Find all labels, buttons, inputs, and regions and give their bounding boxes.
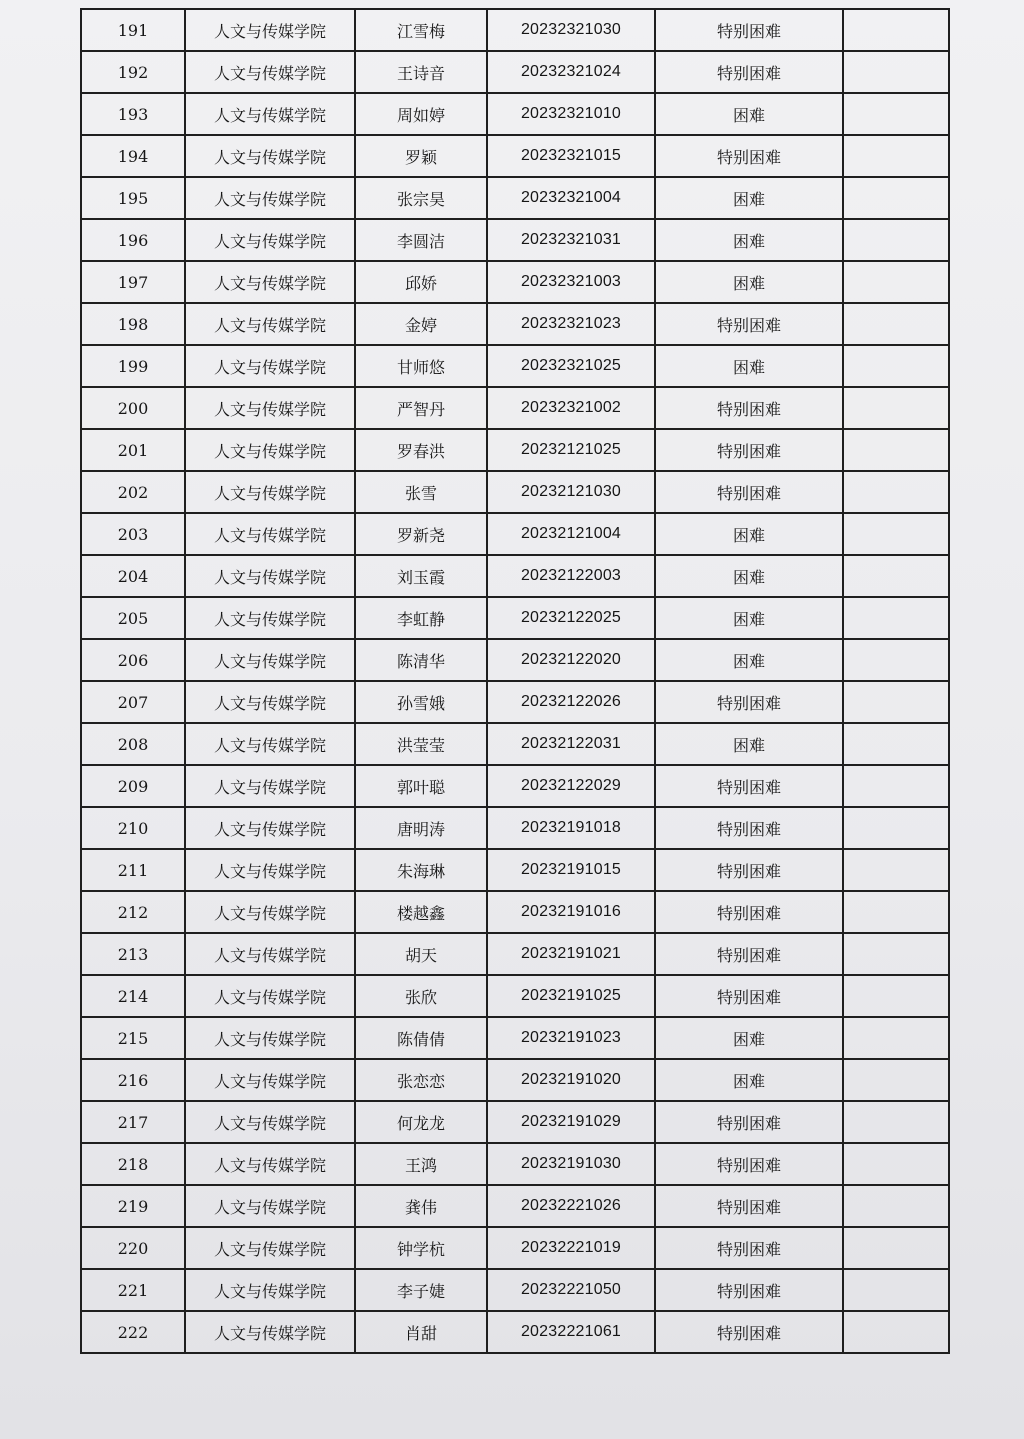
student-name-cell: 甘师悠 [355,345,487,387]
table-row [81,849,949,891]
student-id-cell: 20232221050 [487,1269,655,1311]
student-name-cell: 李圆洁 [355,219,487,261]
remark-cell [843,1017,949,1059]
remark-cell [843,135,949,177]
remark-cell [843,1143,949,1185]
college-cell: 人文与传媒学院 [185,345,355,387]
college-cell: 人文与传媒学院 [185,849,355,891]
remark-cell [843,1185,949,1227]
row-number-cell: 199 [81,345,185,387]
row-number-cell: 210 [81,807,185,849]
difficulty-level-cell: 特别困难 [655,303,843,345]
table-row [81,261,949,303]
difficulty-level-cell: 特别困难 [655,933,843,975]
student-id-cell: 20232122026 [487,681,655,723]
student-id-cell: 20232121025 [487,429,655,471]
table-row [81,219,949,261]
student-name-cell: 李子婕 [355,1269,487,1311]
college-cell: 人文与传媒学院 [185,1185,355,1227]
college-cell: 人文与传媒学院 [185,387,355,429]
college-cell: 人文与传媒学院 [185,429,355,471]
student-id-cell: 20232191021 [487,933,655,975]
remark-cell [843,975,949,1017]
row-number-cell: 213 [81,933,185,975]
table-row [81,1059,949,1101]
table-body [81,9,949,1353]
student-id-cell: 20232321025 [487,345,655,387]
remark-cell [843,219,949,261]
remark-cell [843,681,949,723]
difficulty-level-cell: 特别困难 [655,429,843,471]
remark-cell [843,1059,949,1101]
row-number-cell: 200 [81,387,185,429]
difficulty-level-cell: 困难 [655,597,843,639]
row-number-cell: 198 [81,303,185,345]
difficulty-level-cell: 特别困难 [655,1143,843,1185]
student-name-cell: 唐明涛 [355,807,487,849]
remark-cell [843,387,949,429]
college-cell: 人文与传媒学院 [185,891,355,933]
student-name-cell: 楼越鑫 [355,891,487,933]
difficulty-level-cell: 特别困难 [655,9,843,51]
table-row [81,807,949,849]
difficulty-level-cell: 特别困难 [655,849,843,891]
remark-cell [843,303,949,345]
remark-cell [843,597,949,639]
student-id-cell: 20232122020 [487,639,655,681]
student-name-cell: 周如婷 [355,93,487,135]
row-number-cell: 221 [81,1269,185,1311]
college-cell: 人文与传媒学院 [185,975,355,1017]
college-cell: 人文与传媒学院 [185,93,355,135]
row-number-cell: 203 [81,513,185,555]
student-id-cell: 20232191023 [487,1017,655,1059]
student-name-cell: 张欣 [355,975,487,1017]
row-number-cell: 215 [81,1017,185,1059]
table-row [81,555,949,597]
college-cell: 人文与传媒学院 [185,1143,355,1185]
difficulty-level-cell: 困难 [655,639,843,681]
row-number-cell: 208 [81,723,185,765]
college-cell: 人文与传媒学院 [185,1227,355,1269]
difficulty-level-cell: 困难 [655,345,843,387]
student-id-cell: 20232121030 [487,471,655,513]
row-number-cell: 195 [81,177,185,219]
row-number-cell: 209 [81,765,185,807]
college-cell: 人文与传媒学院 [185,1269,355,1311]
student-name-cell: 张宗昊 [355,177,487,219]
college-cell: 人文与传媒学院 [185,933,355,975]
difficulty-level-cell: 特别困难 [655,1269,843,1311]
student-id-cell: 20232191030 [487,1143,655,1185]
difficulty-level-cell: 特别困难 [655,1185,843,1227]
table-row [81,1227,949,1269]
student-name-cell: 罗新尧 [355,513,487,555]
row-number-cell: 211 [81,849,185,891]
college-cell: 人文与传媒学院 [185,1059,355,1101]
student-name-cell: 王鸿 [355,1143,487,1185]
student-id-cell: 20232191015 [487,849,655,891]
row-number-cell: 216 [81,1059,185,1101]
remark-cell [843,807,949,849]
student-id-cell: 20232321030 [487,9,655,51]
student-id-cell: 20232221019 [487,1227,655,1269]
table-row [81,513,949,555]
student-id-cell: 20232122025 [487,597,655,639]
table-row [81,1185,949,1227]
difficulty-level-cell: 特别困难 [655,807,843,849]
student-name-cell: 刘玉霞 [355,555,487,597]
student-id-cell: 20232321031 [487,219,655,261]
student-id-cell: 20232321002 [487,387,655,429]
remark-cell [843,1227,949,1269]
student-name-cell: 郭叶聪 [355,765,487,807]
student-name-cell: 江雪梅 [355,9,487,51]
difficulty-level-cell: 特别困难 [655,975,843,1017]
student-name-cell: 龚伟 [355,1185,487,1227]
table-row [81,681,949,723]
student-id-cell: 20232122029 [487,765,655,807]
difficulty-level-cell: 特别困难 [655,681,843,723]
difficulty-level-cell: 困难 [655,513,843,555]
remark-cell [843,1311,949,1353]
student-name-cell: 王诗音 [355,51,487,93]
row-number-cell: 193 [81,93,185,135]
student-name-cell: 孙雪娥 [355,681,487,723]
row-number-cell: 194 [81,135,185,177]
remark-cell [843,891,949,933]
difficulty-level-cell: 困难 [655,1059,843,1101]
difficulty-level-cell: 特别困难 [655,135,843,177]
student-name-cell: 陈倩倩 [355,1017,487,1059]
remark-cell [843,1101,949,1143]
row-number-cell: 205 [81,597,185,639]
student-name-cell: 邱娇 [355,261,487,303]
college-cell: 人文与传媒学院 [185,471,355,513]
student-id-cell: 20232221061 [487,1311,655,1353]
row-number-cell: 201 [81,429,185,471]
student-name-cell: 朱海琳 [355,849,487,891]
remark-cell [843,177,949,219]
student-id-cell: 20232321003 [487,261,655,303]
difficulty-level-cell: 特别困难 [655,1227,843,1269]
student-id-cell: 20232221026 [487,1185,655,1227]
remark-cell [843,471,949,513]
table-row [81,975,949,1017]
remark-cell [843,849,949,891]
table-row [81,51,949,93]
difficulty-level-cell: 困难 [655,219,843,261]
student-id-cell: 20232122003 [487,555,655,597]
table-row [81,1311,949,1353]
remark-cell [843,9,949,51]
student-id-cell: 20232122031 [487,723,655,765]
row-number-cell: 196 [81,219,185,261]
college-cell: 人文与传媒学院 [185,303,355,345]
remark-cell [843,513,949,555]
student-name-cell: 张恋恋 [355,1059,487,1101]
difficulty-level-cell: 困难 [655,177,843,219]
student-name-cell: 陈清华 [355,639,487,681]
remark-cell [843,933,949,975]
row-number-cell: 214 [81,975,185,1017]
college-cell: 人文与传媒学院 [185,723,355,765]
student-id-cell: 20232321004 [487,177,655,219]
student-id-cell: 20232321023 [487,303,655,345]
difficulty-level-cell: 特别困难 [655,51,843,93]
difficulty-level-cell: 困难 [655,261,843,303]
student-name-cell: 胡天 [355,933,487,975]
college-cell: 人文与传媒学院 [185,1311,355,1353]
table-row [81,1101,949,1143]
row-number-cell: 191 [81,9,185,51]
difficulty-level-cell: 困难 [655,555,843,597]
student-name-cell: 罗颖 [355,135,487,177]
table-row [81,9,949,51]
table-row [81,471,949,513]
table-row [81,93,949,135]
student-id-cell: 20232191016 [487,891,655,933]
remark-cell [843,51,949,93]
table-row [81,1017,949,1059]
row-number-cell: 192 [81,51,185,93]
remark-cell [843,723,949,765]
table-row [81,597,949,639]
college-cell: 人文与传媒学院 [185,51,355,93]
student-name-cell: 严智丹 [355,387,487,429]
college-cell: 人文与传媒学院 [185,513,355,555]
row-number-cell: 207 [81,681,185,723]
college-cell: 人文与传媒学院 [185,177,355,219]
college-cell: 人文与传媒学院 [185,639,355,681]
row-number-cell: 219 [81,1185,185,1227]
row-number-cell: 212 [81,891,185,933]
row-number-cell: 197 [81,261,185,303]
table-row [81,639,949,681]
remark-cell [843,1269,949,1311]
student-id-cell: 20232321010 [487,93,655,135]
document-sheet [80,8,948,1354]
student-name-cell: 金婷 [355,303,487,345]
table-row [81,303,949,345]
table-row [81,1269,949,1311]
college-cell: 人文与传媒学院 [185,1101,355,1143]
table-row [81,135,949,177]
student-name-cell: 罗春洪 [355,429,487,471]
college-cell: 人文与传媒学院 [185,135,355,177]
student-id-cell: 20232191025 [487,975,655,1017]
remark-cell [843,261,949,303]
row-number-cell: 222 [81,1311,185,1353]
student-name-cell: 肖甜 [355,1311,487,1353]
student-id-cell: 20232321015 [487,135,655,177]
college-cell: 人文与传媒学院 [185,555,355,597]
student-aid-table [80,8,950,1354]
table-row [81,345,949,387]
row-number-cell: 217 [81,1101,185,1143]
table-row [81,723,949,765]
difficulty-level-cell: 特别困难 [655,387,843,429]
row-number-cell: 202 [81,471,185,513]
difficulty-level-cell: 困难 [655,1017,843,1059]
remark-cell [843,555,949,597]
remark-cell [843,639,949,681]
student-id-cell: 20232191020 [487,1059,655,1101]
remark-cell [843,765,949,807]
difficulty-level-cell: 特别困难 [655,1311,843,1353]
college-cell: 人文与传媒学院 [185,597,355,639]
table-row [81,429,949,471]
table-row [81,933,949,975]
difficulty-level-cell: 困难 [655,723,843,765]
row-number-cell: 220 [81,1227,185,1269]
row-number-cell: 218 [81,1143,185,1185]
difficulty-level-cell: 特别困难 [655,471,843,513]
remark-cell [843,429,949,471]
difficulty-level-cell: 困难 [655,93,843,135]
row-number-cell: 204 [81,555,185,597]
college-cell: 人文与传媒学院 [185,681,355,723]
table-row [81,891,949,933]
college-cell: 人文与传媒学院 [185,765,355,807]
table-row [81,177,949,219]
student-name-cell: 钟学杭 [355,1227,487,1269]
student-name-cell: 何龙龙 [355,1101,487,1143]
college-cell: 人文与传媒学院 [185,219,355,261]
college-cell: 人文与传媒学院 [185,1017,355,1059]
table-row [81,387,949,429]
college-cell: 人文与传媒学院 [185,261,355,303]
student-id-cell: 20232191018 [487,807,655,849]
difficulty-level-cell: 特别困难 [655,891,843,933]
remark-cell [843,345,949,387]
college-cell: 人文与传媒学院 [185,9,355,51]
student-name-cell: 洪莹莹 [355,723,487,765]
student-name-cell: 张雪 [355,471,487,513]
college-cell: 人文与传媒学院 [185,807,355,849]
table-row [81,765,949,807]
row-number-cell: 206 [81,639,185,681]
remark-cell [843,93,949,135]
student-id-cell: 20232321024 [487,51,655,93]
difficulty-level-cell: 特别困难 [655,765,843,807]
student-id-cell: 20232191029 [487,1101,655,1143]
difficulty-level-cell: 特别困难 [655,1101,843,1143]
student-name-cell: 李虹静 [355,597,487,639]
student-id-cell: 20232121004 [487,513,655,555]
table-row [81,1143,949,1185]
